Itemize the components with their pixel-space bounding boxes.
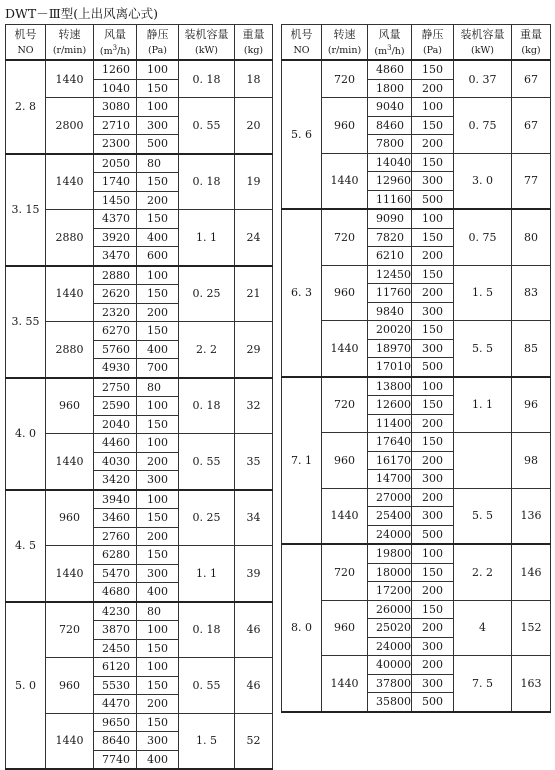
airflow-cell: 9040 bbox=[368, 98, 412, 117]
airflow-cell: 7820 bbox=[368, 228, 412, 247]
pressure-cell: 100 bbox=[137, 60, 179, 79]
power-cell: 0. 55 bbox=[179, 658, 235, 714]
airflow-cell: 14040 bbox=[368, 153, 412, 172]
weight-cell: 24 bbox=[235, 210, 273, 266]
pressure-cell: 100 bbox=[412, 377, 454, 396]
model-number-cell: 8. 0 bbox=[282, 544, 322, 712]
fan-spec-table-right bbox=[281, 24, 551, 713]
table-row bbox=[282, 488, 551, 507]
speed-cell: 720 bbox=[322, 209, 368, 265]
pressure-cell: 200 bbox=[137, 191, 179, 210]
airflow-cell: 4930 bbox=[94, 359, 137, 378]
power-cell: 1. 5 bbox=[179, 713, 235, 769]
speed-cell: 960 bbox=[46, 658, 94, 714]
pressure-cell: 200 bbox=[137, 695, 179, 714]
weight-cell: 146 bbox=[512, 544, 551, 600]
airflow-cell: 11400 bbox=[368, 414, 412, 433]
power-cell bbox=[454, 433, 512, 489]
airflow-cell: 2710 bbox=[94, 116, 137, 135]
pressure-cell: 150 bbox=[137, 79, 179, 98]
airflow-cell: 37800 bbox=[368, 674, 412, 693]
airflow-cell: 6120 bbox=[94, 658, 137, 677]
weight-cell: 46 bbox=[235, 658, 273, 714]
header-power: 装机容量 bbox=[454, 25, 512, 44]
airflow-cell: 3870 bbox=[94, 621, 137, 640]
pressure-cell: 200 bbox=[412, 488, 454, 507]
pressure-cell: 300 bbox=[412, 637, 454, 656]
pressure-cell: 150 bbox=[412, 228, 454, 247]
airflow-cell: 11160 bbox=[368, 190, 412, 209]
pressure-cell: 100 bbox=[137, 658, 179, 677]
pressure-cell: 300 bbox=[412, 172, 454, 191]
header-model: 机号 bbox=[6, 25, 46, 44]
model-number-cell: 7. 1 bbox=[282, 377, 322, 545]
fan-spec-table-left bbox=[5, 24, 273, 770]
power-cell: 1. 1 bbox=[454, 377, 512, 433]
speed-cell: 720 bbox=[322, 544, 368, 600]
power-cell: 0. 55 bbox=[179, 434, 235, 490]
header-power-unit: (kW) bbox=[179, 43, 235, 60]
weight-cell: 52 bbox=[235, 713, 273, 769]
power-cell: 5. 5 bbox=[454, 488, 512, 544]
speed-cell: 1440 bbox=[322, 321, 368, 377]
table-row bbox=[6, 266, 273, 285]
speed-cell: 960 bbox=[322, 98, 368, 154]
pressure-cell: 150 bbox=[137, 639, 179, 658]
airflow-cell: 19800 bbox=[368, 544, 412, 563]
weight-cell: 83 bbox=[512, 265, 551, 321]
pressure-cell: 300 bbox=[137, 471, 179, 490]
pressure-cell: 100 bbox=[412, 98, 454, 117]
airflow-cell: 2590 bbox=[94, 397, 137, 416]
power-cell: 4 bbox=[454, 600, 512, 656]
table-row bbox=[6, 98, 273, 117]
pressure-cell: 400 bbox=[137, 583, 179, 602]
pressure-cell: 200 bbox=[412, 284, 454, 303]
power-cell: 1. 1 bbox=[179, 210, 235, 266]
header-weight-unit: (kg) bbox=[512, 43, 551, 60]
header-model-unit: NO bbox=[6, 43, 46, 60]
pressure-cell: 150 bbox=[137, 285, 179, 304]
speed-cell: 1440 bbox=[322, 153, 368, 209]
speed-cell: 720 bbox=[46, 602, 94, 658]
speed-cell: 1440 bbox=[322, 656, 368, 712]
table-row bbox=[6, 434, 273, 453]
table-row bbox=[282, 656, 551, 675]
airflow-cell: 4680 bbox=[94, 583, 137, 602]
airflow-cell: 5470 bbox=[94, 564, 137, 583]
table-row bbox=[6, 546, 273, 565]
pressure-cell: 150 bbox=[137, 415, 179, 434]
speed-cell: 2880 bbox=[46, 210, 94, 266]
speed-cell: 960 bbox=[322, 433, 368, 489]
pressure-cell: 150 bbox=[137, 546, 179, 565]
weight-cell: 20 bbox=[235, 98, 273, 154]
airflow-cell: 2760 bbox=[94, 527, 137, 546]
power-cell: 5. 5 bbox=[454, 321, 512, 377]
speed-cell: 720 bbox=[322, 60, 368, 98]
weight-cell: 19 bbox=[235, 154, 273, 210]
power-cell: 0. 25 bbox=[179, 490, 235, 546]
airflow-cell: 5760 bbox=[94, 340, 137, 359]
airflow-cell: 4230 bbox=[94, 602, 137, 621]
pressure-cell: 200 bbox=[412, 619, 454, 638]
airflow-cell: 7800 bbox=[368, 135, 412, 154]
speed-cell: 960 bbox=[322, 265, 368, 321]
weight-cell: 67 bbox=[512, 60, 551, 98]
pressure-cell: 200 bbox=[137, 452, 179, 471]
airflow-cell: 8460 bbox=[368, 116, 412, 135]
speed-cell: 960 bbox=[46, 378, 94, 434]
pressure-cell: 150 bbox=[412, 600, 454, 619]
pressure-cell: 150 bbox=[412, 321, 454, 340]
weight-cell: 29 bbox=[235, 322, 273, 378]
pressure-cell: 100 bbox=[412, 544, 454, 563]
pressure-cell: 150 bbox=[412, 396, 454, 415]
pressure-cell: 300 bbox=[137, 732, 179, 751]
header-flow: 风量 bbox=[368, 25, 412, 44]
pressure-cell: 400 bbox=[137, 228, 179, 247]
table-row bbox=[282, 321, 551, 340]
airflow-cell: 11760 bbox=[368, 284, 412, 303]
table-row bbox=[282, 433, 551, 452]
speed-cell: 1440 bbox=[46, 546, 94, 602]
table-row bbox=[282, 153, 551, 172]
pressure-cell: 150 bbox=[412, 60, 454, 79]
power-cell: 2. 2 bbox=[179, 322, 235, 378]
power-cell: 0. 18 bbox=[179, 602, 235, 658]
airflow-cell: 12960 bbox=[368, 172, 412, 191]
model-number-cell: 4. 5 bbox=[6, 490, 46, 602]
model-number-cell: 5. 0 bbox=[6, 602, 46, 770]
airflow-cell: 17010 bbox=[368, 358, 412, 377]
pressure-cell: 80 bbox=[137, 154, 179, 173]
weight-cell: 67 bbox=[512, 98, 551, 154]
pressure-cell: 300 bbox=[137, 564, 179, 583]
header-flow-unit: $(m^3/h)$ bbox=[368, 43, 412, 60]
table-row bbox=[6, 490, 273, 509]
airflow-cell: 3920 bbox=[94, 228, 137, 247]
airflow-cell: 1260 bbox=[94, 60, 137, 79]
airflow-cell: 13800 bbox=[368, 377, 412, 396]
pressure-cell: 150 bbox=[412, 265, 454, 284]
airflow-cell: 2450 bbox=[94, 639, 137, 658]
pressure-cell: 400 bbox=[137, 340, 179, 359]
model-number-cell: 4. 0 bbox=[6, 378, 46, 490]
weight-cell: 35 bbox=[235, 434, 273, 490]
airflow-cell: 24000 bbox=[368, 637, 412, 656]
airflow-cell: 17640 bbox=[368, 433, 412, 452]
airflow-cell: 18970 bbox=[368, 339, 412, 358]
pressure-cell: 500 bbox=[412, 358, 454, 377]
pressure-cell: 80 bbox=[137, 602, 179, 621]
airflow-cell: 35800 bbox=[368, 693, 412, 712]
airflow-cell: 4470 bbox=[94, 695, 137, 714]
table-row bbox=[282, 600, 551, 619]
weight-cell: 32 bbox=[235, 378, 273, 434]
power-cell: 0. 75 bbox=[454, 98, 512, 154]
speed-cell: 1440 bbox=[46, 266, 94, 322]
airflow-cell: 17200 bbox=[368, 582, 412, 601]
airflow-cell: 27000 bbox=[368, 488, 412, 507]
pressure-cell: 700 bbox=[137, 359, 179, 378]
table-title: DWT－Ⅲ型(上出风离心式) bbox=[5, 6, 159, 21]
pressure-cell: 150 bbox=[412, 563, 454, 582]
pressure-cell: 500 bbox=[412, 693, 454, 712]
pressure-cell: 150 bbox=[412, 153, 454, 172]
header-speed-unit: (r/min) bbox=[46, 43, 94, 60]
power-cell: 0. 75 bbox=[454, 209, 512, 265]
airflow-cell: 26000 bbox=[368, 600, 412, 619]
speed-cell: 960 bbox=[322, 600, 368, 656]
pressure-cell: 300 bbox=[412, 302, 454, 321]
pressure-cell: 150 bbox=[137, 509, 179, 528]
weight-cell: 163 bbox=[512, 656, 551, 712]
pressure-cell: 500 bbox=[137, 135, 179, 154]
pressure-cell: 150 bbox=[137, 676, 179, 695]
header-flow-unit: $(m^3/h)$ bbox=[94, 43, 137, 60]
airflow-cell: 3460 bbox=[94, 509, 137, 528]
weight-cell: 96 bbox=[512, 377, 551, 433]
model-number-cell: 6. 3 bbox=[282, 209, 322, 377]
airflow-cell: 6280 bbox=[94, 546, 137, 565]
power-cell: 0. 18 bbox=[179, 378, 235, 434]
table-row bbox=[282, 209, 551, 228]
speed-cell: 1440 bbox=[46, 434, 94, 490]
pressure-cell: 300 bbox=[137, 116, 179, 135]
speed-cell: 1440 bbox=[46, 154, 94, 210]
pressure-cell: 400 bbox=[137, 750, 179, 769]
header-pressure-unit: (Pa) bbox=[412, 43, 454, 60]
pressure-cell: 200 bbox=[412, 582, 454, 601]
weight-cell: 152 bbox=[512, 600, 551, 656]
weight-cell: 46 bbox=[235, 602, 273, 658]
airflow-cell: 40000 bbox=[368, 656, 412, 675]
pressure-cell: 200 bbox=[412, 451, 454, 470]
airflow-cell: 2620 bbox=[94, 285, 137, 304]
table-row bbox=[282, 544, 551, 563]
airflow-cell: 16170 bbox=[368, 451, 412, 470]
airflow-cell: 3470 bbox=[94, 247, 137, 266]
airflow-cell: 4370 bbox=[94, 210, 137, 229]
model-number-cell: 3. 55 bbox=[6, 266, 46, 378]
airflow-cell: 14700 bbox=[368, 470, 412, 489]
airflow-cell: 1450 bbox=[94, 191, 137, 210]
airflow-cell: 25400 bbox=[368, 507, 412, 526]
model-number-cell: 3. 15 bbox=[6, 154, 46, 266]
power-cell: 7. 5 bbox=[454, 656, 512, 712]
speed-cell: 1440 bbox=[46, 713, 94, 769]
airflow-cell: 12450 bbox=[368, 265, 412, 284]
speed-cell: 960 bbox=[46, 490, 94, 546]
airflow-cell: 4860 bbox=[368, 60, 412, 79]
pressure-cell: 100 bbox=[137, 266, 179, 285]
pressure-cell: 500 bbox=[412, 190, 454, 209]
header-flow: 风量 bbox=[94, 25, 137, 44]
table-row bbox=[282, 98, 551, 117]
table-row bbox=[6, 658, 273, 677]
pressure-cell: 100 bbox=[137, 434, 179, 453]
table-row bbox=[6, 322, 273, 341]
power-cell: 2. 2 bbox=[454, 544, 512, 600]
pressure-cell: 80 bbox=[137, 378, 179, 397]
power-cell: 0. 55 bbox=[179, 98, 235, 154]
power-cell: 1. 5 bbox=[454, 265, 512, 321]
power-cell: 0. 18 bbox=[179, 154, 235, 210]
power-cell: 0. 18 bbox=[179, 60, 235, 98]
airflow-cell: 12600 bbox=[368, 396, 412, 415]
airflow-cell: 9090 bbox=[368, 209, 412, 228]
pressure-cell: 100 bbox=[137, 621, 179, 640]
table-row bbox=[282, 265, 551, 284]
header-weight-unit: (kg) bbox=[235, 43, 273, 60]
header-pressure: 静压 bbox=[137, 25, 179, 44]
weight-cell: 85 bbox=[512, 321, 551, 377]
airflow-cell: 5530 bbox=[94, 676, 137, 695]
pressure-cell: 200 bbox=[412, 656, 454, 675]
weight-cell: 39 bbox=[235, 546, 273, 602]
pressure-cell: 100 bbox=[412, 209, 454, 228]
airflow-cell: 20020 bbox=[368, 321, 412, 340]
header-model-unit: NO bbox=[282, 43, 322, 60]
airflow-cell: 2320 bbox=[94, 303, 137, 322]
table-row bbox=[6, 713, 273, 732]
airflow-cell: 9650 bbox=[94, 713, 137, 732]
table-row bbox=[6, 60, 273, 79]
airflow-cell: 3080 bbox=[94, 98, 137, 117]
speed-cell: 1440 bbox=[46, 60, 94, 98]
table-row bbox=[6, 602, 273, 621]
pressure-cell: 500 bbox=[412, 525, 454, 544]
airflow-cell: 4460 bbox=[94, 434, 137, 453]
speed-cell: 2800 bbox=[46, 98, 94, 154]
weight-cell: 21 bbox=[235, 266, 273, 322]
table-row bbox=[282, 377, 551, 396]
pressure-cell: 200 bbox=[412, 79, 454, 98]
pressure-cell: 300 bbox=[412, 674, 454, 693]
model-number-cell: 5. 6 bbox=[282, 60, 322, 209]
header-speed: 转速 bbox=[322, 25, 368, 44]
header-speed-unit: (r/min) bbox=[322, 43, 368, 60]
airflow-cell: 1800 bbox=[368, 79, 412, 98]
airflow-cell: 2300 bbox=[94, 135, 137, 154]
pressure-cell: 150 bbox=[137, 173, 179, 192]
header-pressure: 静压 bbox=[412, 25, 454, 44]
power-cell: 3. 0 bbox=[454, 153, 512, 209]
pressure-cell: 100 bbox=[137, 98, 179, 117]
header-weight: 重量 bbox=[512, 25, 551, 44]
pressure-cell: 300 bbox=[412, 507, 454, 526]
table-row bbox=[6, 210, 273, 229]
pressure-cell: 300 bbox=[412, 339, 454, 358]
airflow-cell: 4030 bbox=[94, 452, 137, 471]
weight-cell: 34 bbox=[235, 490, 273, 546]
pressure-cell: 100 bbox=[137, 490, 179, 509]
pressure-cell: 200 bbox=[412, 135, 454, 154]
airflow-cell: 2750 bbox=[94, 378, 137, 397]
airflow-cell: 8640 bbox=[94, 732, 137, 751]
airflow-cell: 9840 bbox=[368, 302, 412, 321]
airflow-cell: 6210 bbox=[368, 247, 412, 266]
pressure-cell: 150 bbox=[412, 433, 454, 452]
speed-cell: 720 bbox=[322, 377, 368, 433]
table-row bbox=[6, 378, 273, 397]
airflow-cell: 6270 bbox=[94, 322, 137, 341]
pressure-cell: 200 bbox=[137, 303, 179, 322]
airflow-cell: 1040 bbox=[94, 79, 137, 98]
pressure-cell: 600 bbox=[137, 247, 179, 266]
airflow-cell: 2880 bbox=[94, 266, 137, 285]
pressure-cell: 300 bbox=[412, 470, 454, 489]
airflow-cell: 3940 bbox=[94, 490, 137, 509]
weight-cell: 98 bbox=[512, 433, 551, 489]
power-cell: 0. 37 bbox=[454, 60, 512, 98]
header-power-unit: (kW) bbox=[454, 43, 512, 60]
table-row bbox=[282, 60, 551, 79]
pressure-cell: 150 bbox=[412, 116, 454, 135]
header-model: 机号 bbox=[282, 25, 322, 44]
airflow-cell: 7740 bbox=[94, 750, 137, 769]
airflow-cell: 2040 bbox=[94, 415, 137, 434]
table-row bbox=[6, 154, 273, 173]
speed-cell: 2880 bbox=[46, 322, 94, 378]
weight-cell: 136 bbox=[512, 488, 551, 544]
airflow-cell: 18000 bbox=[368, 563, 412, 582]
header-speed: 转速 bbox=[46, 25, 94, 44]
pressure-cell: 150 bbox=[137, 713, 179, 732]
pressure-cell: 150 bbox=[137, 210, 179, 229]
header-weight: 重量 bbox=[235, 25, 273, 44]
airflow-cell: 3420 bbox=[94, 471, 137, 490]
pressure-cell: 150 bbox=[137, 322, 179, 341]
weight-cell: 18 bbox=[235, 60, 273, 98]
pressure-cell: 200 bbox=[412, 247, 454, 266]
header-power: 装机容量 bbox=[179, 25, 235, 44]
model-number-cell: 2. 8 bbox=[6, 60, 46, 154]
airflow-cell: 2050 bbox=[94, 154, 137, 173]
weight-cell: 77 bbox=[512, 153, 551, 209]
power-cell: 0. 25 bbox=[179, 266, 235, 322]
pressure-cell: 100 bbox=[137, 397, 179, 416]
pressure-cell: 200 bbox=[412, 414, 454, 433]
speed-cell: 1440 bbox=[322, 488, 368, 544]
pressure-cell: 200 bbox=[137, 527, 179, 546]
power-cell: 1. 1 bbox=[179, 546, 235, 602]
header-pressure-unit: (Pa) bbox=[137, 43, 179, 60]
airflow-cell: 24000 bbox=[368, 525, 412, 544]
airflow-cell: 25020 bbox=[368, 619, 412, 638]
weight-cell: 80 bbox=[512, 209, 551, 265]
airflow-cell: 1740 bbox=[94, 173, 137, 192]
